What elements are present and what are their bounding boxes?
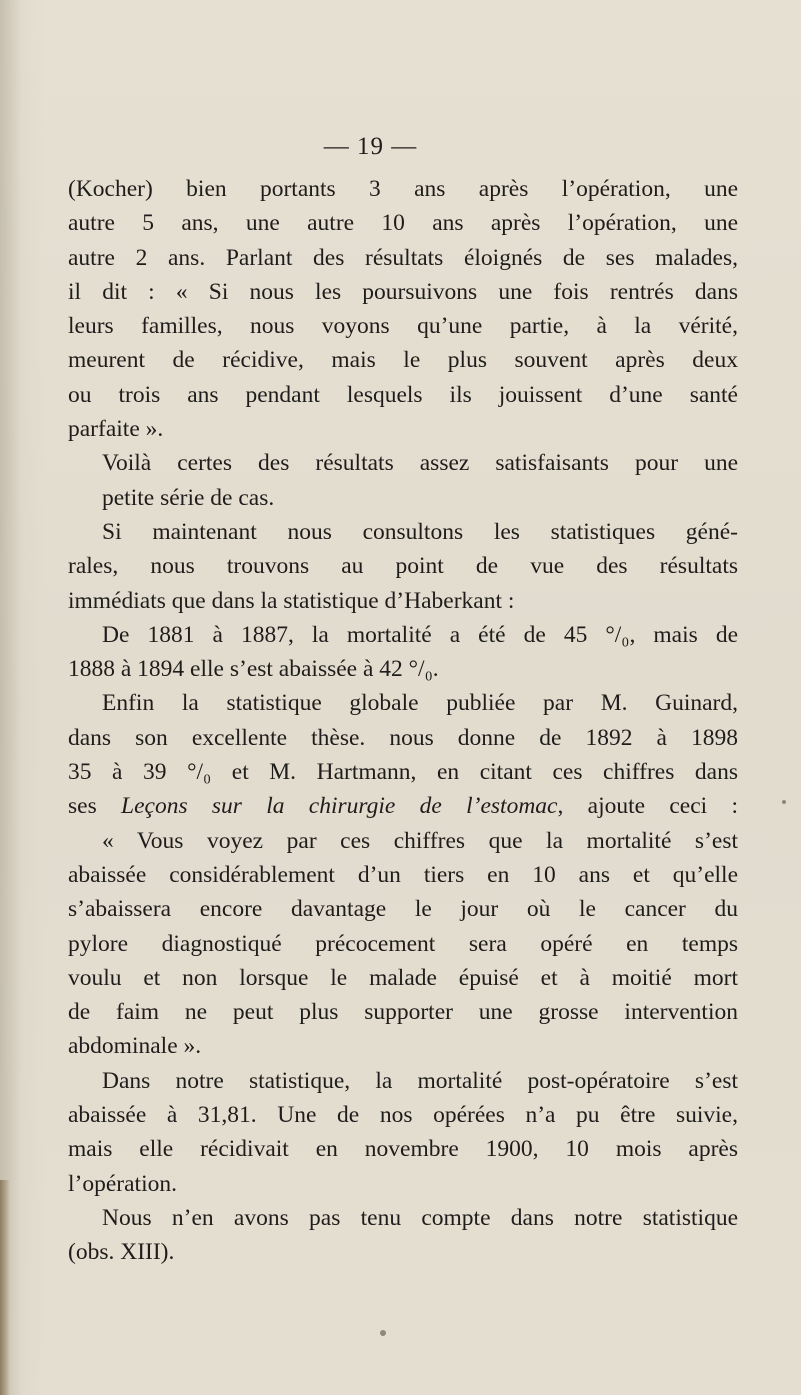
text-line: il dit : « Si nous les poursuivons une fois rentrés dans [68,278,738,305]
text-line: rales, nous trouvons au point de vue des résultats [68,553,738,580]
body-text [68,172,738,1270]
text-line: Voilà certes des résultats assez satisfaisants pour une [102,450,738,477]
text-line: « Vous voyez par ces chiffres que la mortalité s’est [102,827,738,854]
paragraph [68,446,738,515]
text-line: De 1881 à 1887, la mortalité a été de 45 °/₀, mais de [102,621,738,648]
text-line: (obs. XIII). [68,1239,175,1266]
paragraph [68,686,738,823]
paragraph [68,824,738,1064]
text-line: l’opération. [68,1170,177,1197]
text-line: dans son excellente thèse. nous donne de 1892 à 1898 [68,724,738,751]
paragraph [68,1201,738,1270]
text-line: abaissée à 31,81. Une de nos opérées n’a pu être suivie, [68,1102,738,1129]
book-title: Leçons sur la chirurgie de l’estomac [121,793,558,820]
text-line: Nous n’en avons pas tenu compte dans notre statistique [102,1204,738,1231]
text-line: Enfin la statistique globale publiée par M. Guinard, [102,690,738,717]
text-line: s’abaissera encore davantage le jour où le cancer du [68,896,738,923]
text-line: 35 à 39 °/₀ et M. Hartmann, en citant ces chiffres dans [68,759,738,786]
ink-speck [782,800,786,804]
text-line: Si maintenant nous consultons les statistiques géné- [102,518,738,545]
text-line: voulu et non lorsque le malade épuisé et à moitié mort [68,964,738,991]
ink-speck [380,1330,386,1336]
text-line: mais elle récidivait en novembre 1900, 10 mois après [68,1136,738,1163]
paragraph [68,515,738,618]
page-number: — 19 — [323,133,418,160]
page-binding-edge [0,1180,10,1395]
text-line-with-title: ses Leçons sur la chirurgie de l’estomac, ajoute ceci : [68,793,738,820]
paragraph [68,618,738,687]
text-line: 1888 à 1894 elle s’est abaissée à 42 °/₀. [68,656,439,683]
text-line: de faim ne peut plus supporter une grosse intervention [68,999,738,1026]
text-line: petite série de cas. [102,484,275,511]
text-line: ou trois ans pendant lesquels ils jouissent d’une santé [68,381,738,408]
text-line: parfaite ». [68,416,164,443]
text-line: Dans notre statistique, la mortalité post-opératoire s’est [102,1067,738,1094]
text-line: autre 5 ans, une autre 10 ans après l’opération, une [68,210,738,237]
text-line: abaissée considérablement d’un tiers en 10 ans et qu’elle [68,861,738,888]
paragraph [68,172,738,446]
paragraph [68,1064,738,1201]
text-line: immédiats que dans la statistique d’Haberkant : [68,587,515,614]
text-line: pylore diagnostiqué précocement sera opéré en temps [68,930,738,957]
text-line: autre 2 ans. Parlant des résultats éloignés de ses malades, [68,244,738,271]
text-line: abdominale ». [68,1033,202,1060]
text-line: meurent de récidive, mais le plus souvent après deux [68,347,738,374]
text-line: leurs familles, nous voyons qu’une partie, à la vérité, [68,313,738,340]
text-line: (Kocher) bien portants 3 ans après l’opération, une [68,176,738,202]
